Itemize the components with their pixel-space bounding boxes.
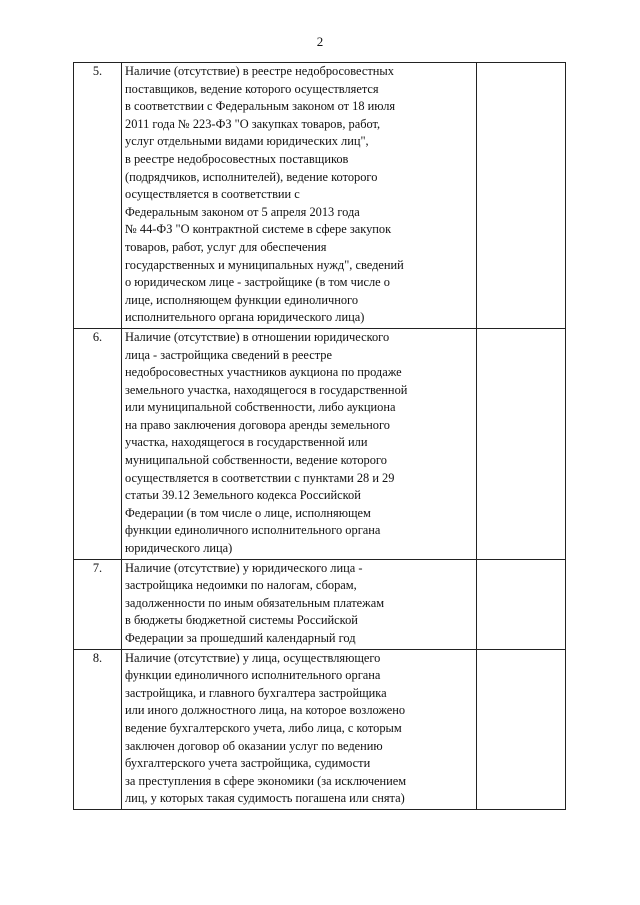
row-text-line: Федерации (в том числе о лице, исполняющем (125, 505, 371, 520)
row-text-line: государственных и муниципальных нужд", сведений (125, 257, 404, 272)
row-text-line: земельного участка, находящегося в государственной (125, 382, 408, 397)
row-value-cell (477, 328, 566, 559)
row-text-line: бухгалтерского учета застройщика, судимости (125, 756, 371, 771)
table-body (74, 63, 566, 810)
row-value-cell (477, 63, 566, 329)
row-text-line: застройщика недоимки по налогам, сборам, (125, 578, 357, 593)
row-text-line: ведение бухгалтерского учета, либо лица, с которым (125, 720, 402, 735)
row-text-line: юридического лица) (125, 541, 233, 556)
row-text-line: поставщиков, ведение которого осуществляется (125, 81, 379, 96)
row-text-line: или иного должностного лица, на которое возложено (125, 703, 406, 718)
row-text-line: статьи 39.12 Земельного кодекса Российской (125, 488, 361, 503)
row-text-line: (подрядчиков, исполнителей), ведение которого (125, 169, 378, 184)
row-text-line: функции единоличного исполнительного органа (125, 668, 381, 683)
row-text-line: Наличие (отсутствие) у лица, осуществляющего (125, 650, 381, 665)
row-text-line: Федеральным законом от 5 апреля 2013 года (125, 204, 360, 219)
table-row (74, 649, 566, 809)
row-text-line: товаров, работ, услуг для обеспечения (125, 239, 327, 254)
row-number: 5. (74, 63, 122, 329)
requirements-table (73, 62, 566, 810)
row-text-line: лиц, у которых такая судимость погашена или снята) (125, 791, 405, 806)
row-text-line: задолженности по иным обязательным платежам (125, 595, 385, 610)
row-text-line: осуществляется в соответствии с пунктами 28 и 29 (125, 470, 395, 485)
table-row (74, 328, 566, 559)
row-text-line: исполнительного органа юридического лица) (125, 310, 365, 325)
row-number: 8. (74, 649, 122, 809)
row-text-line: или муниципальной собственности, либо аукциона (125, 400, 396, 415)
row-text-line: муниципальной собственности, ведение которого (125, 453, 387, 468)
row-text-line: Федерации за прошедший календарный год (125, 631, 356, 645)
row-number: 6. (74, 328, 122, 559)
row-text-line: лица - застройщика сведений в реестре (125, 347, 332, 362)
row-text-line: недобросовестных участников аукциона по продаже (125, 365, 402, 380)
row-text-line: № 44-ФЗ "О контрактной системе в сфере закупок (125, 222, 392, 237)
row-text-line: застройщика, и главного бухгалтера застройщика (125, 685, 387, 700)
row-text-line: Наличие (отсутствие) в отношении юридического (125, 329, 390, 344)
row-text-line: осуществляется в соответствии с (125, 187, 300, 202)
row-text-line: функции единоличного исполнительного органа (125, 523, 381, 538)
row-text-line: в соответствии с Федеральным законом от 18 июля (125, 99, 396, 114)
row-value-cell (477, 559, 566, 649)
table-row (74, 559, 566, 649)
row-text-line: за преступления в сфере экономики (за исключением (125, 773, 407, 788)
row-text-cell (122, 63, 477, 329)
page-number: 2 (316, 34, 324, 49)
row-text-line: на право заключения договора аренды земельного (125, 417, 390, 432)
row-text-cell (122, 649, 477, 809)
row-text-line: Наличие (отсутствие) у юридического лица - (125, 560, 363, 575)
row-text-cell (122, 559, 477, 649)
row-text-line: о юридическом лице - застройщике (в том числе о (125, 275, 390, 290)
row-text-cell (122, 328, 477, 559)
row-text-line: услуг отдельными видами юридических лиц", (125, 134, 369, 149)
row-text-line: в бюджеты бюджетной системы Российской (125, 613, 358, 628)
row-number: 7. (74, 559, 122, 649)
row-text-line: участка, находящегося в государственной или (125, 435, 368, 450)
row-text-line: лице, исполняющем функции единоличного (125, 292, 359, 307)
table-row (74, 63, 566, 329)
row-text-line: в реестре недобросовестных поставщиков (125, 151, 349, 166)
row-text-line: заключен договор об оказании услуг по ведению (125, 738, 383, 753)
row-value-cell (477, 649, 566, 809)
row-text-line: Наличие (отсутствие) в реестре недобросовестных (125, 64, 394, 78)
row-text-line: 2011 года № 223-ФЗ "О закупках товаров, работ, (125, 116, 381, 131)
